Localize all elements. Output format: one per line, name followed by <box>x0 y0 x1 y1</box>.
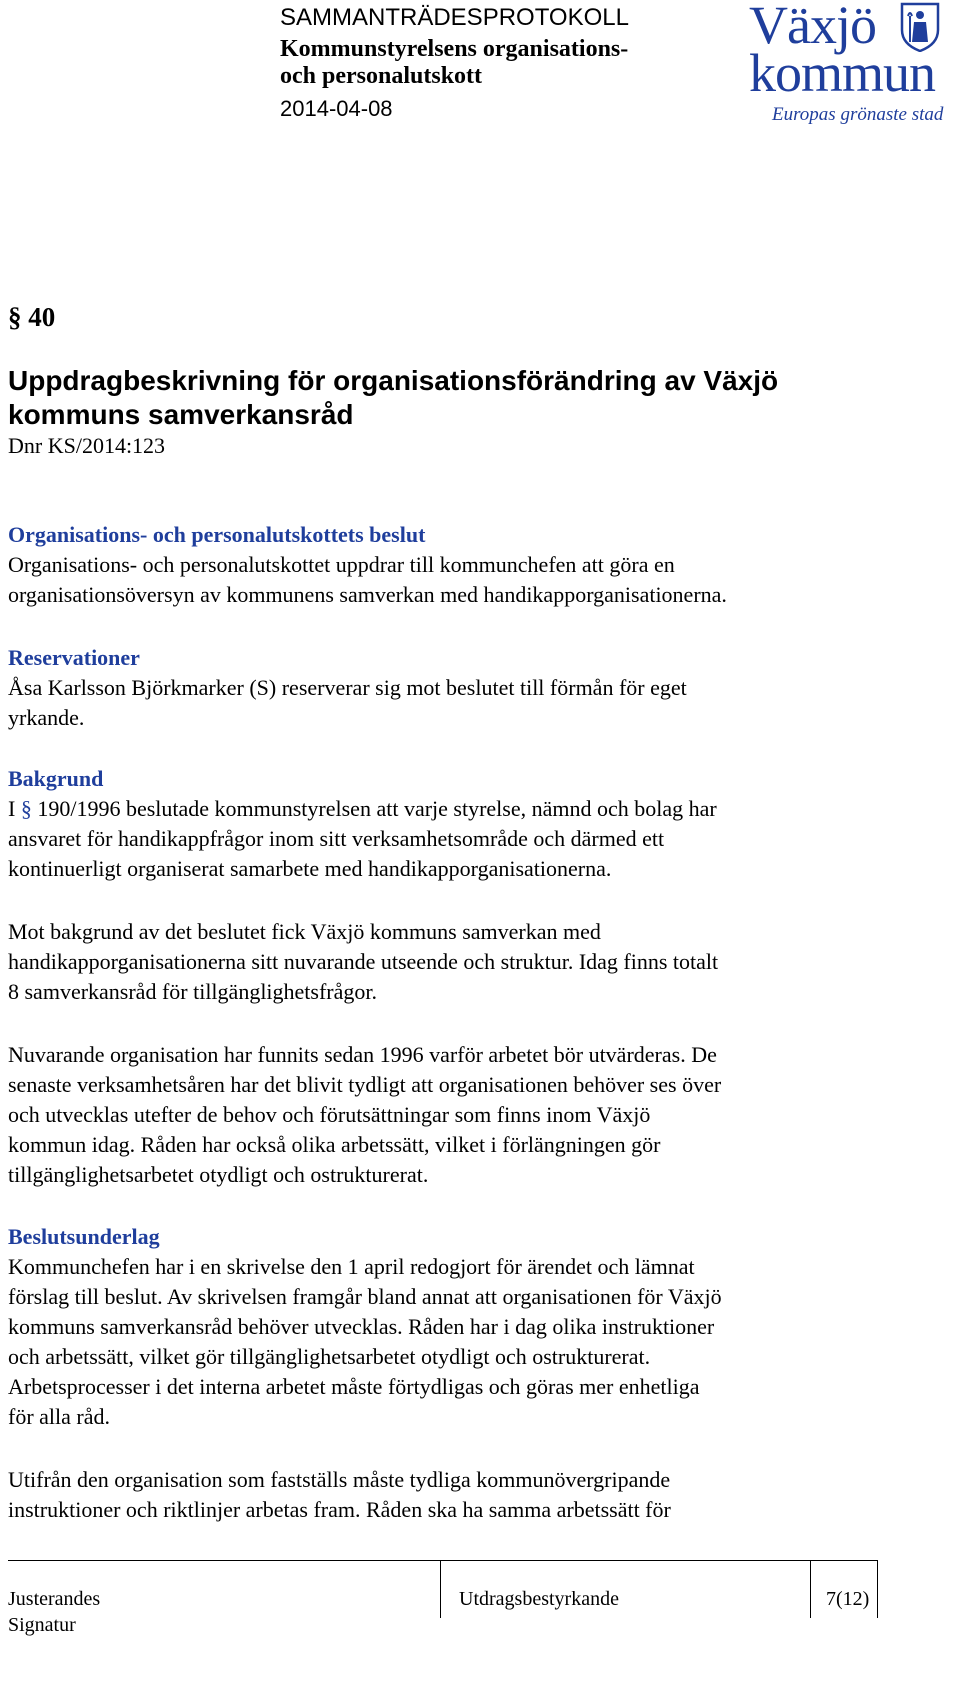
background-p1-rest: 190/1996 beslutade kommunstyrelsen att varje styrelse, nämnd och bolag har <box>37 796 717 821</box>
document-type: SAMMANTRÄDESPROTOKOLL <box>280 4 629 31</box>
basis-p1-line6: för alla råd. <box>8 1404 110 1429</box>
paragraph-symbol: § <box>20 796 32 821</box>
logo-word-vaxjo: Växjö <box>749 0 876 55</box>
committee-name-line1: Kommunstyrelsens organisations- <box>280 36 629 62</box>
footer-column-divider-1 <box>440 1560 441 1618</box>
background-p2-line1: Mot bakgrund av det beslutet fick Växjö kommuns samverkan med <box>8 919 601 944</box>
footer-divider <box>8 1560 878 1561</box>
decision-block <box>8 520 908 610</box>
background-p3-line1: Nuvarande organisation har funnits sedan 1996 varför arbetet bör utvärderas. De <box>8 1042 717 1067</box>
basis-p1-line4: och arbetssätt, vilket gör tillgänglighetsarbetet otydligt och ostrukturerat. <box>8 1344 651 1369</box>
footer-utdrag-label: Utdragsbestyrkande <box>459 1588 619 1610</box>
basis-p1-line2: förslag till beslut. Av skrivelsen framgår bland annat att organisationen för Växjö <box>8 1284 722 1309</box>
meeting-date: 2014-04-08 <box>280 96 393 121</box>
reservations-heading: Reservationer <box>8 645 140 670</box>
background-p3-line3: och utvecklas utefter de behov och förutsättningar som finns inom Växjö <box>8 1102 651 1127</box>
logo-word-kommun: kommun <box>749 43 936 103</box>
background-p2-line3: 8 samverkansråd för tillgänglighetsfrågor. <box>8 979 378 1004</box>
footer-column-divider-3 <box>877 1560 878 1618</box>
footer-signatur-label: Signatur <box>8 1614 76 1636</box>
basis-p1-line5: Arbetsprocesser i det interna arbetet måste förtydligas och göras mer enhetliga <box>8 1374 700 1399</box>
footer-justerandes-label: Justerandes <box>8 1588 101 1610</box>
background-p1-line3: kontinuerligt organiserat samarbete med handikapporganisationerna. <box>8 856 612 881</box>
background-p1-line2: ansvaret för handikappfrågor inom sitt verksamhetsområde och därmed ett <box>8 826 665 851</box>
background-paragraph-2 <box>8 917 908 1007</box>
reservations-line1: Åsa Karlsson Björkmarker (S) reserverar sig mot beslutet till förmån för eget <box>8 675 687 700</box>
basis-p2-line1: Utifrån den organisation som fastställs måste tydliga kommunövergripande <box>8 1467 671 1492</box>
basis-p1-line1: Kommunchefen har i en skrivelse den 1 april redogjort för ärendet och lämnat <box>8 1254 695 1279</box>
case-number: Dnr KS/2014:123 <box>8 433 166 458</box>
case-title-line2: kommuns samverkansråd <box>8 399 354 430</box>
case-title-line1: Uppdragbeskrivning för organisationsförändring av Växjö <box>8 365 779 396</box>
vaxjo-kommun-logo <box>748 0 958 132</box>
section-number <box>8 302 55 333</box>
reservations-line2: yrkande. <box>8 705 85 730</box>
decision-basis-paragraph-2 <box>8 1465 908 1525</box>
section-number-value: 40 <box>28 302 56 332</box>
paragraph-symbol: § <box>8 302 22 332</box>
page-number: 7(12) <box>826 1588 870 1610</box>
reservations-block <box>8 643 908 733</box>
logo-tagline: Europas grönaste stad <box>772 104 944 125</box>
decision-line1: Organisations- och personalutskottet uppdrar till kommunchefen att göra en <box>8 552 675 577</box>
background-prefix: I <box>8 796 16 821</box>
background-block <box>8 764 908 884</box>
background-p1-line1 <box>8 794 908 824</box>
case-title <box>8 364 928 432</box>
basis-p2-line2: instruktioner och riktlinjer arbetas fram. Råden ska ha samma arbetssätt för <box>8 1497 671 1522</box>
background-p3-line2: senaste verksamhetsåren har det blivit tydligt att organisationen behöver ses över <box>8 1072 722 1097</box>
background-p2-line2: handikapporganisationerna sitt nuvarande utseende och struktur. Idag finns totalt <box>8 949 719 974</box>
background-p3-line4: kommun idag. Råden har också olika arbetssätt, vilket i förlängningen gör <box>8 1132 661 1157</box>
background-p3-line5: tillgänglighetsarbetet otydligt och ostrukturerat. <box>8 1162 429 1187</box>
footer-column-divider-2 <box>810 1560 811 1618</box>
basis-p1-line3: kommuns samverkansråd behöver utvecklas. Råden har i dag olika instruktioner <box>8 1314 715 1339</box>
decision-basis-heading: Beslutsunderlag <box>8 1224 160 1249</box>
footer-signature-field <box>8 1586 100 1638</box>
committee-name-line2: och personalutskott <box>280 63 483 89</box>
background-paragraph-3 <box>8 1040 908 1190</box>
decision-heading: Organisations- och personalutskottets beslut <box>8 522 426 547</box>
background-heading: Bakgrund <box>8 766 104 791</box>
decision-line2: organisationsöversyn av kommunens samverkan med handikapporganisationerna. <box>8 582 727 607</box>
decision-basis-block <box>8 1222 908 1432</box>
